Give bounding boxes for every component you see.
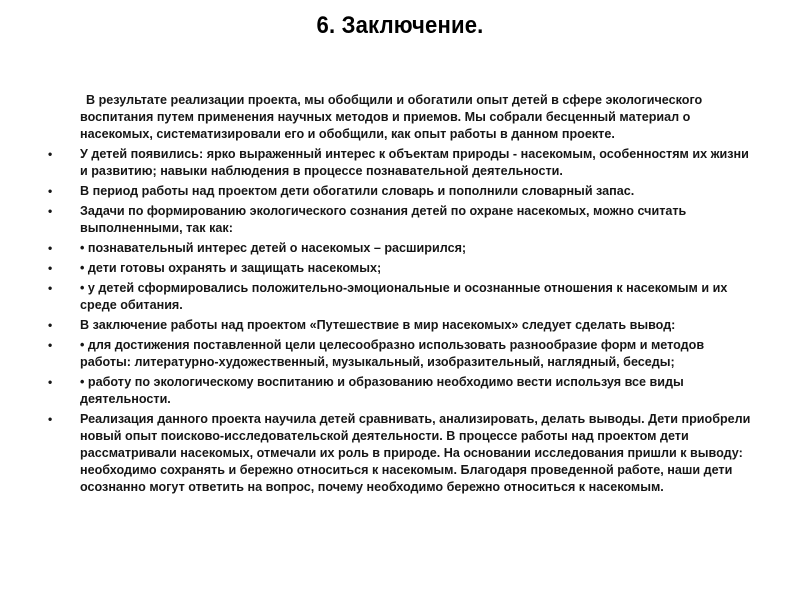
bullet-icon: •	[48, 147, 53, 161]
list-item	[48, 411, 758, 496]
bullet-icon: •	[48, 338, 53, 352]
bullet-icon: •	[48, 204, 53, 218]
bullet-icon: •	[48, 375, 53, 389]
bullet-icon: •	[48, 261, 53, 275]
list-item-text: • работу по экологическому воспитанию и образованию необходимо вести используя все виды деятельности.	[80, 375, 684, 406]
list-item	[48, 374, 758, 408]
list-item	[48, 146, 758, 180]
list-item-text: • у детей сформировались положительно-эмоциональные и осознанные отношения к насекомым и их среде обитания.	[80, 281, 728, 312]
bullet-icon: •	[48, 318, 53, 332]
list-item-text: • для достижения поставленной цели целесообразно использовать разнообразие форм и методов работы: литературно-художественный, музыкальный, изобразительный, наглядный, беседы;	[80, 338, 705, 369]
list-item-text: В период работы над проектом дети обогатили словарь и пополнили словарный запас.	[80, 184, 635, 198]
bullet-icon: •	[48, 412, 53, 426]
list-item	[48, 317, 758, 334]
list-item-text: • дети готовы охранять и защищать насекомых;	[80, 261, 382, 275]
list-item	[48, 203, 758, 237]
bullet-icon: •	[48, 241, 53, 255]
list-item	[48, 183, 758, 200]
list-item	[48, 280, 758, 314]
list-item-text: В заключение работы над проектом «Путешествие в мир насекомых» следует сделать вывод:	[80, 318, 676, 332]
bullet-icon: •	[48, 281, 53, 295]
slide-body	[48, 92, 758, 499]
intro-paragraph: В результате реализации проекта, мы обобщили и обогатили опыт детей в сфере экологического воспитания путем применения научных методов и приемов. Мы собрали бесценный материал о насекомых, систематизировали его и обобщили, как опыт работы в данном проекте.	[80, 93, 703, 141]
list-item-text: Реализация данного проекта научила детей сравнивать, анализировать, делать выводы. Дети приобрели новый опыт поисково-исследовательской деятельности. В процессе работы над проектом дети рассматривали насекомых, отмечали их роль в природе. На основании исследования пришли к выводу: необходимо сохранять и бережно относиться к насекомым. Благодаря проведенной работе, наши дети осознанно могут ответить на вопрос, почему необходимо бережно относиться к насекомым.	[80, 412, 751, 494]
list-item	[48, 240, 758, 257]
list-item-text: Задачи по формированию экологического сознания детей по охране насекомых, можно считать выполненными, так как:	[80, 204, 687, 235]
list-item	[48, 337, 758, 371]
bullet-icon: •	[48, 184, 53, 198]
list-item-text: У детей появились: ярко выраженный интерес к объектам природы - насекомым, особенностям их жизни и развитию; навыки наблюдения в процессе познавательной деятельности.	[80, 147, 749, 178]
slide-title: 6. Заключение.	[316, 12, 484, 39]
list-item-text: • познавательный интерес детей о насекомых – расширился;	[80, 241, 467, 255]
list-item	[48, 260, 758, 277]
